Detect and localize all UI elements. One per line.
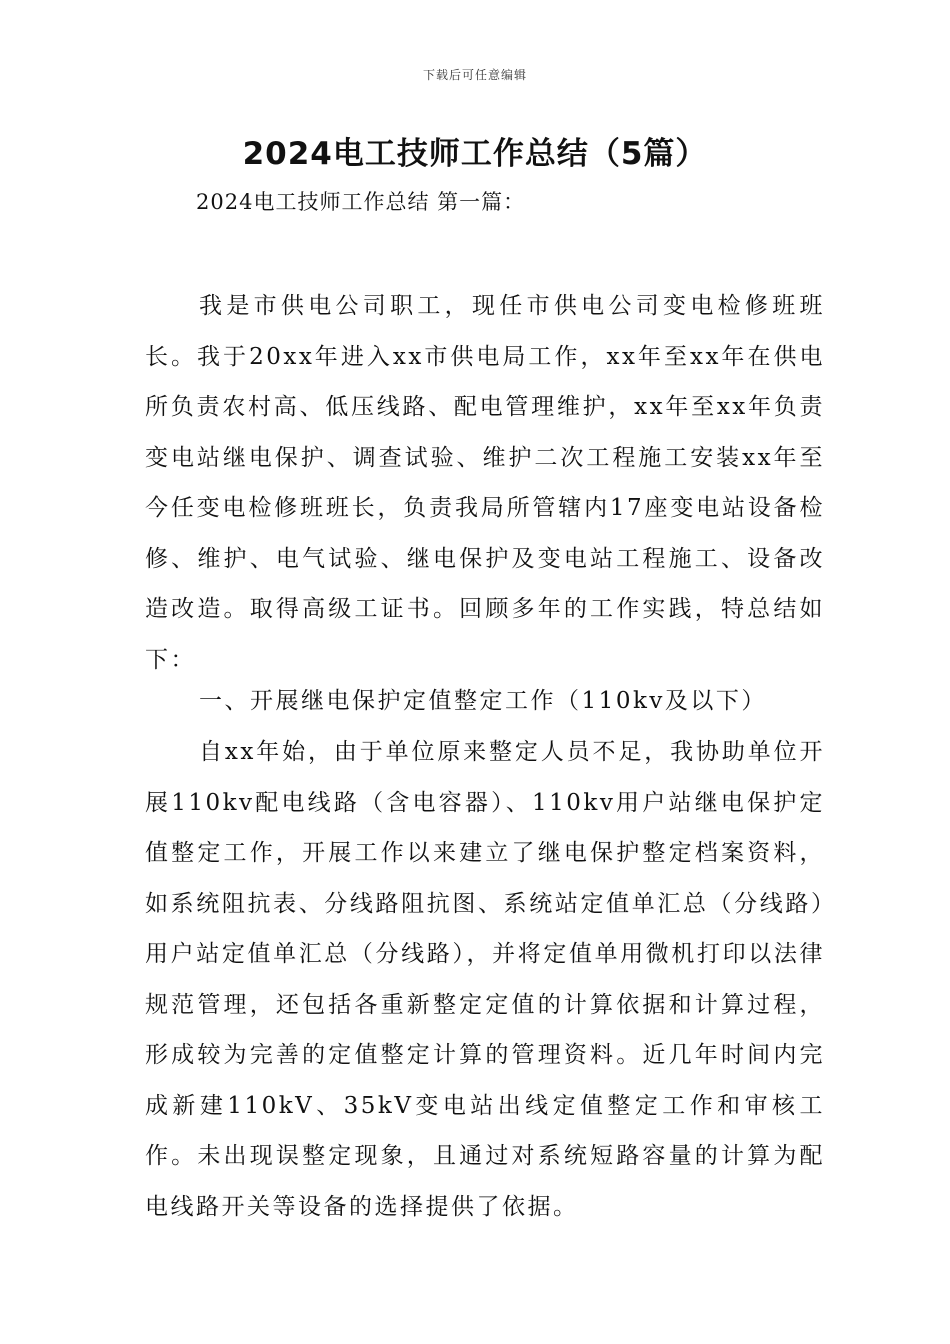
- section-heading-1: 一、开展继电保护定值整定工作（110kv及以下）: [199, 688, 767, 714]
- paragraph-intro: 我是市供电公司职工，现任市供电公司变电检修班班长。我于20xx年进入xx市供电局工作，xx年至xx年在供电所负责农村高、低压线路、配电管理维护，xx年至xx年负责变电站继电保护、调查试验、维护二次工程施工安装xx年至今任变电检修班班长，负责我局所管辖内17座变电站设备检修、维护、电气试验、继电保护及变电站工程施工、设备改造改造。取得高级工证书。回顾多年的工作实践，特总结如下：: [145, 293, 825, 673]
- paragraph-section-1: 自xx年始，由于单位原来整定人员不足，我协助单位开展110kv配电线路（含电容器）、110kv用户站继电保护定值整定工作，开展工作以来建立了继电保护整定档案资料，如系统阻抗表、分线路阻抗图、系统站定值单汇总（分线路）用户站定值单汇总（分线路），并将定值单用微机打印以法律规范管理，还包括各重新整定定值的计算依据和计算过程，形成较为完善的定值整定计算的管理资料。近几年时间内完成新建110kV、35kV变电站出线定值整定工作和审核工作。未出现误整定现象，且通过对系统短路容量的计算为配电线路开关等设备的选择提供了依据。: [145, 739, 825, 1220]
- page-header-note: 下载后可任意编辑: [422, 68, 527, 82]
- section-subtitle: 2024电工技师工作总结 第一篇：: [196, 190, 526, 214]
- document-title: 2024电工技师工作总结（5篇）: [242, 136, 708, 172]
